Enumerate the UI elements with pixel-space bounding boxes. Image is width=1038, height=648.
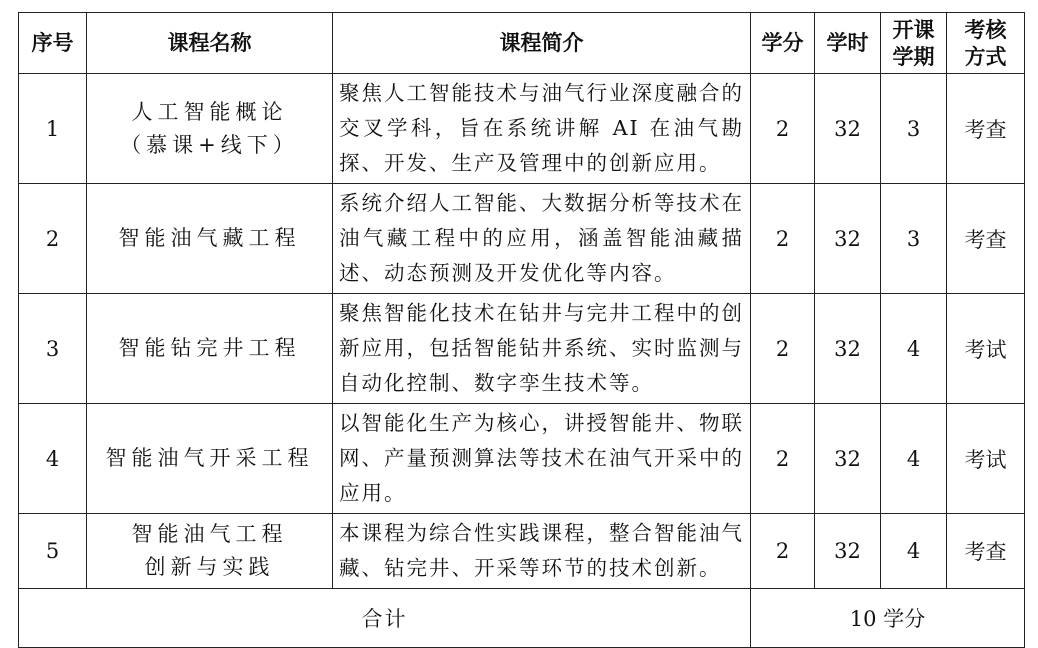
cell-credits: 2 bbox=[751, 184, 815, 294]
cell-term: 3 bbox=[881, 184, 947, 294]
cell-course-intro: 系统介绍人工智能、大数据分析等技术在油气藏工程中的应用，涵盖智能油藏描述、动态预测及开发优化等内容。 bbox=[333, 184, 751, 294]
table-row bbox=[19, 184, 1025, 294]
header-term-line2: 学期 bbox=[892, 44, 935, 69]
course-name-line: 智能油气开采工程 bbox=[105, 446, 314, 470]
cell-term: 3 bbox=[881, 74, 947, 184]
cell-assessment: 考查 bbox=[947, 514, 1025, 589]
header-name: 课程名称 bbox=[87, 13, 333, 74]
cell-credits: 2 bbox=[751, 294, 815, 404]
cell-term: 4 bbox=[881, 404, 947, 514]
cell-index: 5 bbox=[19, 514, 87, 589]
header-credits: 学分 bbox=[751, 13, 815, 74]
header-row bbox=[19, 13, 1025, 74]
table-row bbox=[19, 74, 1025, 184]
header-term bbox=[881, 13, 947, 74]
cell-hours: 32 bbox=[815, 184, 881, 294]
cell-course-name bbox=[87, 74, 333, 184]
cell-hours: 32 bbox=[815, 404, 881, 514]
cell-hours: 32 bbox=[815, 294, 881, 404]
cell-course-name bbox=[87, 294, 333, 404]
header-assessment-line2: 方式 bbox=[964, 44, 1007, 69]
cell-term: 4 bbox=[881, 294, 947, 404]
cell-assessment: 考查 bbox=[947, 184, 1025, 294]
course-name-line: 创新与实践 bbox=[144, 555, 275, 579]
cell-credits: 2 bbox=[751, 404, 815, 514]
cell-index: 1 bbox=[19, 74, 87, 184]
header-assessment-line1: 考核 bbox=[964, 17, 1007, 42]
cell-course-intro: 以智能化生产为核心，讲授智能井、物联网、产量预测算法等技术在油气开采中的应用。 bbox=[333, 404, 751, 514]
cell-assessment: 考试 bbox=[947, 404, 1025, 514]
course-name-line: （慕课+线下） bbox=[120, 132, 299, 157]
header-hours: 学时 bbox=[815, 13, 881, 74]
cell-course-intro: 本课程为综合性实践课程，整合智能油气藏、钻完井、开采等环节的技术创新。 bbox=[333, 514, 751, 589]
total-row bbox=[19, 589, 1025, 648]
cell-credits: 2 bbox=[751, 514, 815, 589]
table-row bbox=[19, 404, 1025, 514]
total-value: 10 学分 bbox=[751, 589, 1025, 648]
cell-index: 2 bbox=[19, 184, 87, 294]
cell-course-intro: 聚焦人工智能技术与油气行业深度融合的交叉学科，旨在系统讲解 AI 在油气勘探、开发、生产及管理中的创新应用。 bbox=[333, 74, 751, 184]
cell-hours: 32 bbox=[815, 74, 881, 184]
course-name-line: 智能钻完井工程 bbox=[118, 336, 301, 360]
total-label: 合计 bbox=[19, 589, 751, 648]
cell-index: 3 bbox=[19, 294, 87, 404]
table-row bbox=[19, 514, 1025, 589]
course-name-line: 智能油气工程 bbox=[131, 522, 288, 546]
cell-term: 4 bbox=[881, 514, 947, 589]
header-assessment bbox=[947, 13, 1025, 74]
header-term-line1: 开课 bbox=[892, 17, 935, 42]
cell-course-name bbox=[87, 514, 333, 589]
course-table bbox=[18, 12, 1025, 648]
cell-assessment: 考试 bbox=[947, 294, 1025, 404]
course-name-line: 智能油气藏工程 bbox=[118, 226, 301, 250]
cell-credits: 2 bbox=[751, 74, 815, 184]
table-row bbox=[19, 294, 1025, 404]
cell-assessment: 考查 bbox=[947, 74, 1025, 184]
cell-course-name bbox=[87, 184, 333, 294]
header-index: 序号 bbox=[19, 13, 87, 74]
cell-index: 4 bbox=[19, 404, 87, 514]
cell-hours: 32 bbox=[815, 514, 881, 589]
course-table-container bbox=[18, 12, 1024, 648]
cell-course-intro: 聚焦智能化技术在钻井与完井工程中的创新应用，包括智能钻井系统、实时监测与自动化控制、数字孪生技术等。 bbox=[333, 294, 751, 404]
cell-course-name bbox=[87, 404, 333, 514]
header-intro: 课程简介 bbox=[333, 13, 751, 74]
course-name-line: 人工智能概论 bbox=[131, 99, 288, 124]
